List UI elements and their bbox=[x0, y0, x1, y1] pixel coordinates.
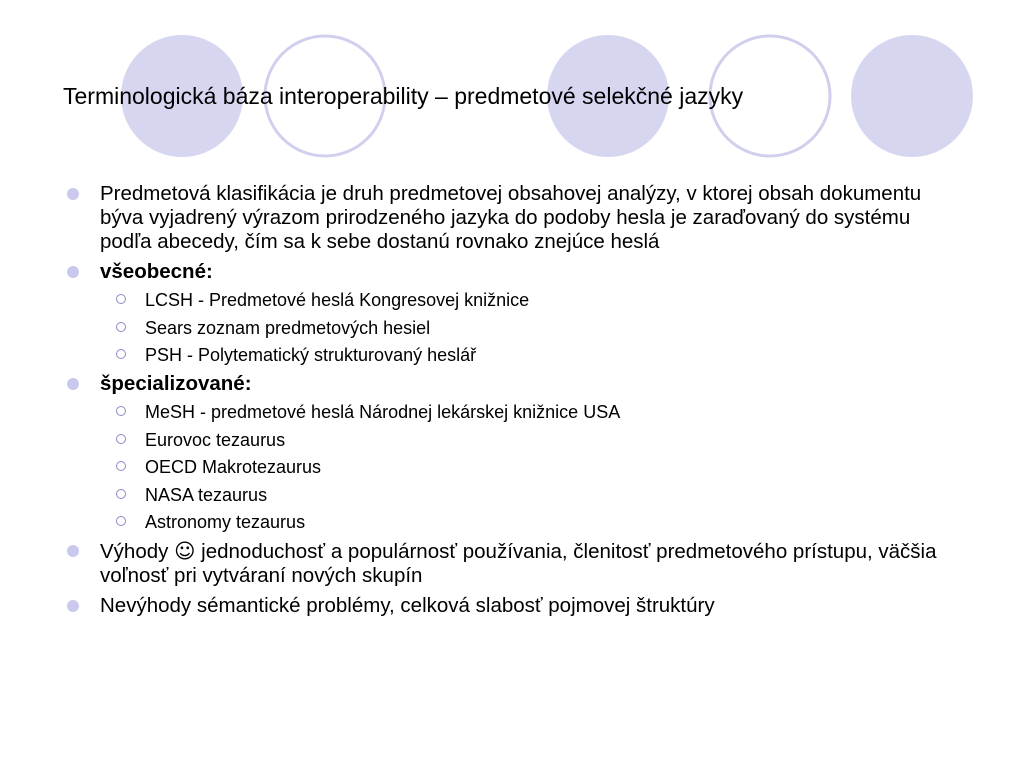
bullet-dot-icon bbox=[67, 378, 79, 390]
sub-bullet-text: Astronomy tezaurus bbox=[145, 512, 306, 532]
slide-title: Terminologická báza interoperability – predmetové selekčné jazyky bbox=[63, 83, 744, 109]
bullet-text: jednoduchosť a populárnosť používania, členitosť predmetového prístupu, väčšia voľnosť pri vytváraní nových skupín bbox=[100, 540, 937, 587]
sub-bullet-item bbox=[100, 289, 964, 311]
sub-bullet-text: LCSH - Predmetové heslá Kongresovej knižnice bbox=[145, 290, 530, 310]
bullet-list bbox=[64, 182, 964, 618]
sub-bullet-item bbox=[100, 429, 964, 451]
bullet-ring-icon bbox=[116, 516, 126, 526]
sub-bullet-list bbox=[100, 289, 964, 366]
bullet-item-general bbox=[64, 260, 964, 366]
bullet-text: sémantické problémy, celková slabosť pojmovej štruktúry bbox=[196, 594, 715, 617]
bullet-ring-icon bbox=[116, 406, 126, 416]
bullet-label: Nevýhody bbox=[100, 594, 192, 617]
sub-bullet-text: PSH - Polytematický strukturovaný heslář bbox=[145, 345, 477, 365]
bullet-ring-icon bbox=[116, 322, 126, 332]
sub-bullet-item bbox=[100, 317, 964, 339]
slide-content bbox=[64, 182, 964, 624]
bullet-text: Predmetová klasifikácia je druh predmetovej obsahovej analýzy, v ktorej obsah dokumentu býva vyjadrený výrazom prirodzeného jazyka do podoby hesla je zaraďovaný do systému podľa abecedy, čím sa k sebe dostanú rovnako znejúce heslá bbox=[100, 182, 922, 253]
sub-bullet-item bbox=[100, 344, 964, 366]
sub-bullet-item bbox=[100, 484, 964, 506]
sub-bullet-text: NASA tezaurus bbox=[145, 484, 268, 505]
sub-bullet-list bbox=[100, 401, 964, 533]
sub-bullet-item bbox=[100, 511, 964, 533]
sub-bullet-item bbox=[100, 456, 964, 478]
bullet-item-advantages bbox=[64, 539, 964, 588]
bullet-item-disadvantages bbox=[64, 594, 964, 618]
bullet-dot-icon bbox=[67, 545, 79, 557]
sub-bullet-text: OECD Makrotezaurus bbox=[145, 457, 322, 477]
bullet-dot-icon bbox=[67, 600, 79, 612]
bullet-ring-icon bbox=[116, 489, 126, 499]
bullet-ring-icon bbox=[116, 349, 126, 359]
sub-bullet-text: Eurovoc tezaurus bbox=[145, 429, 286, 450]
sub-bullet-text: Sears zoznam predmetových hesiel bbox=[145, 317, 431, 338]
bullet-item-intro bbox=[64, 182, 964, 254]
bullet-ring-icon bbox=[116, 294, 126, 304]
bullet-heading: špecializované: bbox=[100, 372, 252, 395]
bullet-dot-icon bbox=[67, 266, 79, 278]
bullet-label: Výhody bbox=[100, 540, 169, 563]
bullet-item-specialized bbox=[64, 372, 964, 533]
bullet-ring-icon bbox=[116, 434, 126, 444]
sub-bullet-text: MeSH - predmetové heslá Národnej lekárskej knižnice USA bbox=[145, 402, 621, 422]
smiley-icon: ☺ bbox=[174, 539, 196, 563]
bullet-ring-icon bbox=[116, 461, 126, 471]
bullet-dot-icon bbox=[67, 188, 79, 200]
bullet-heading: všeobecné: bbox=[100, 260, 213, 283]
sub-bullet-item bbox=[100, 401, 964, 423]
